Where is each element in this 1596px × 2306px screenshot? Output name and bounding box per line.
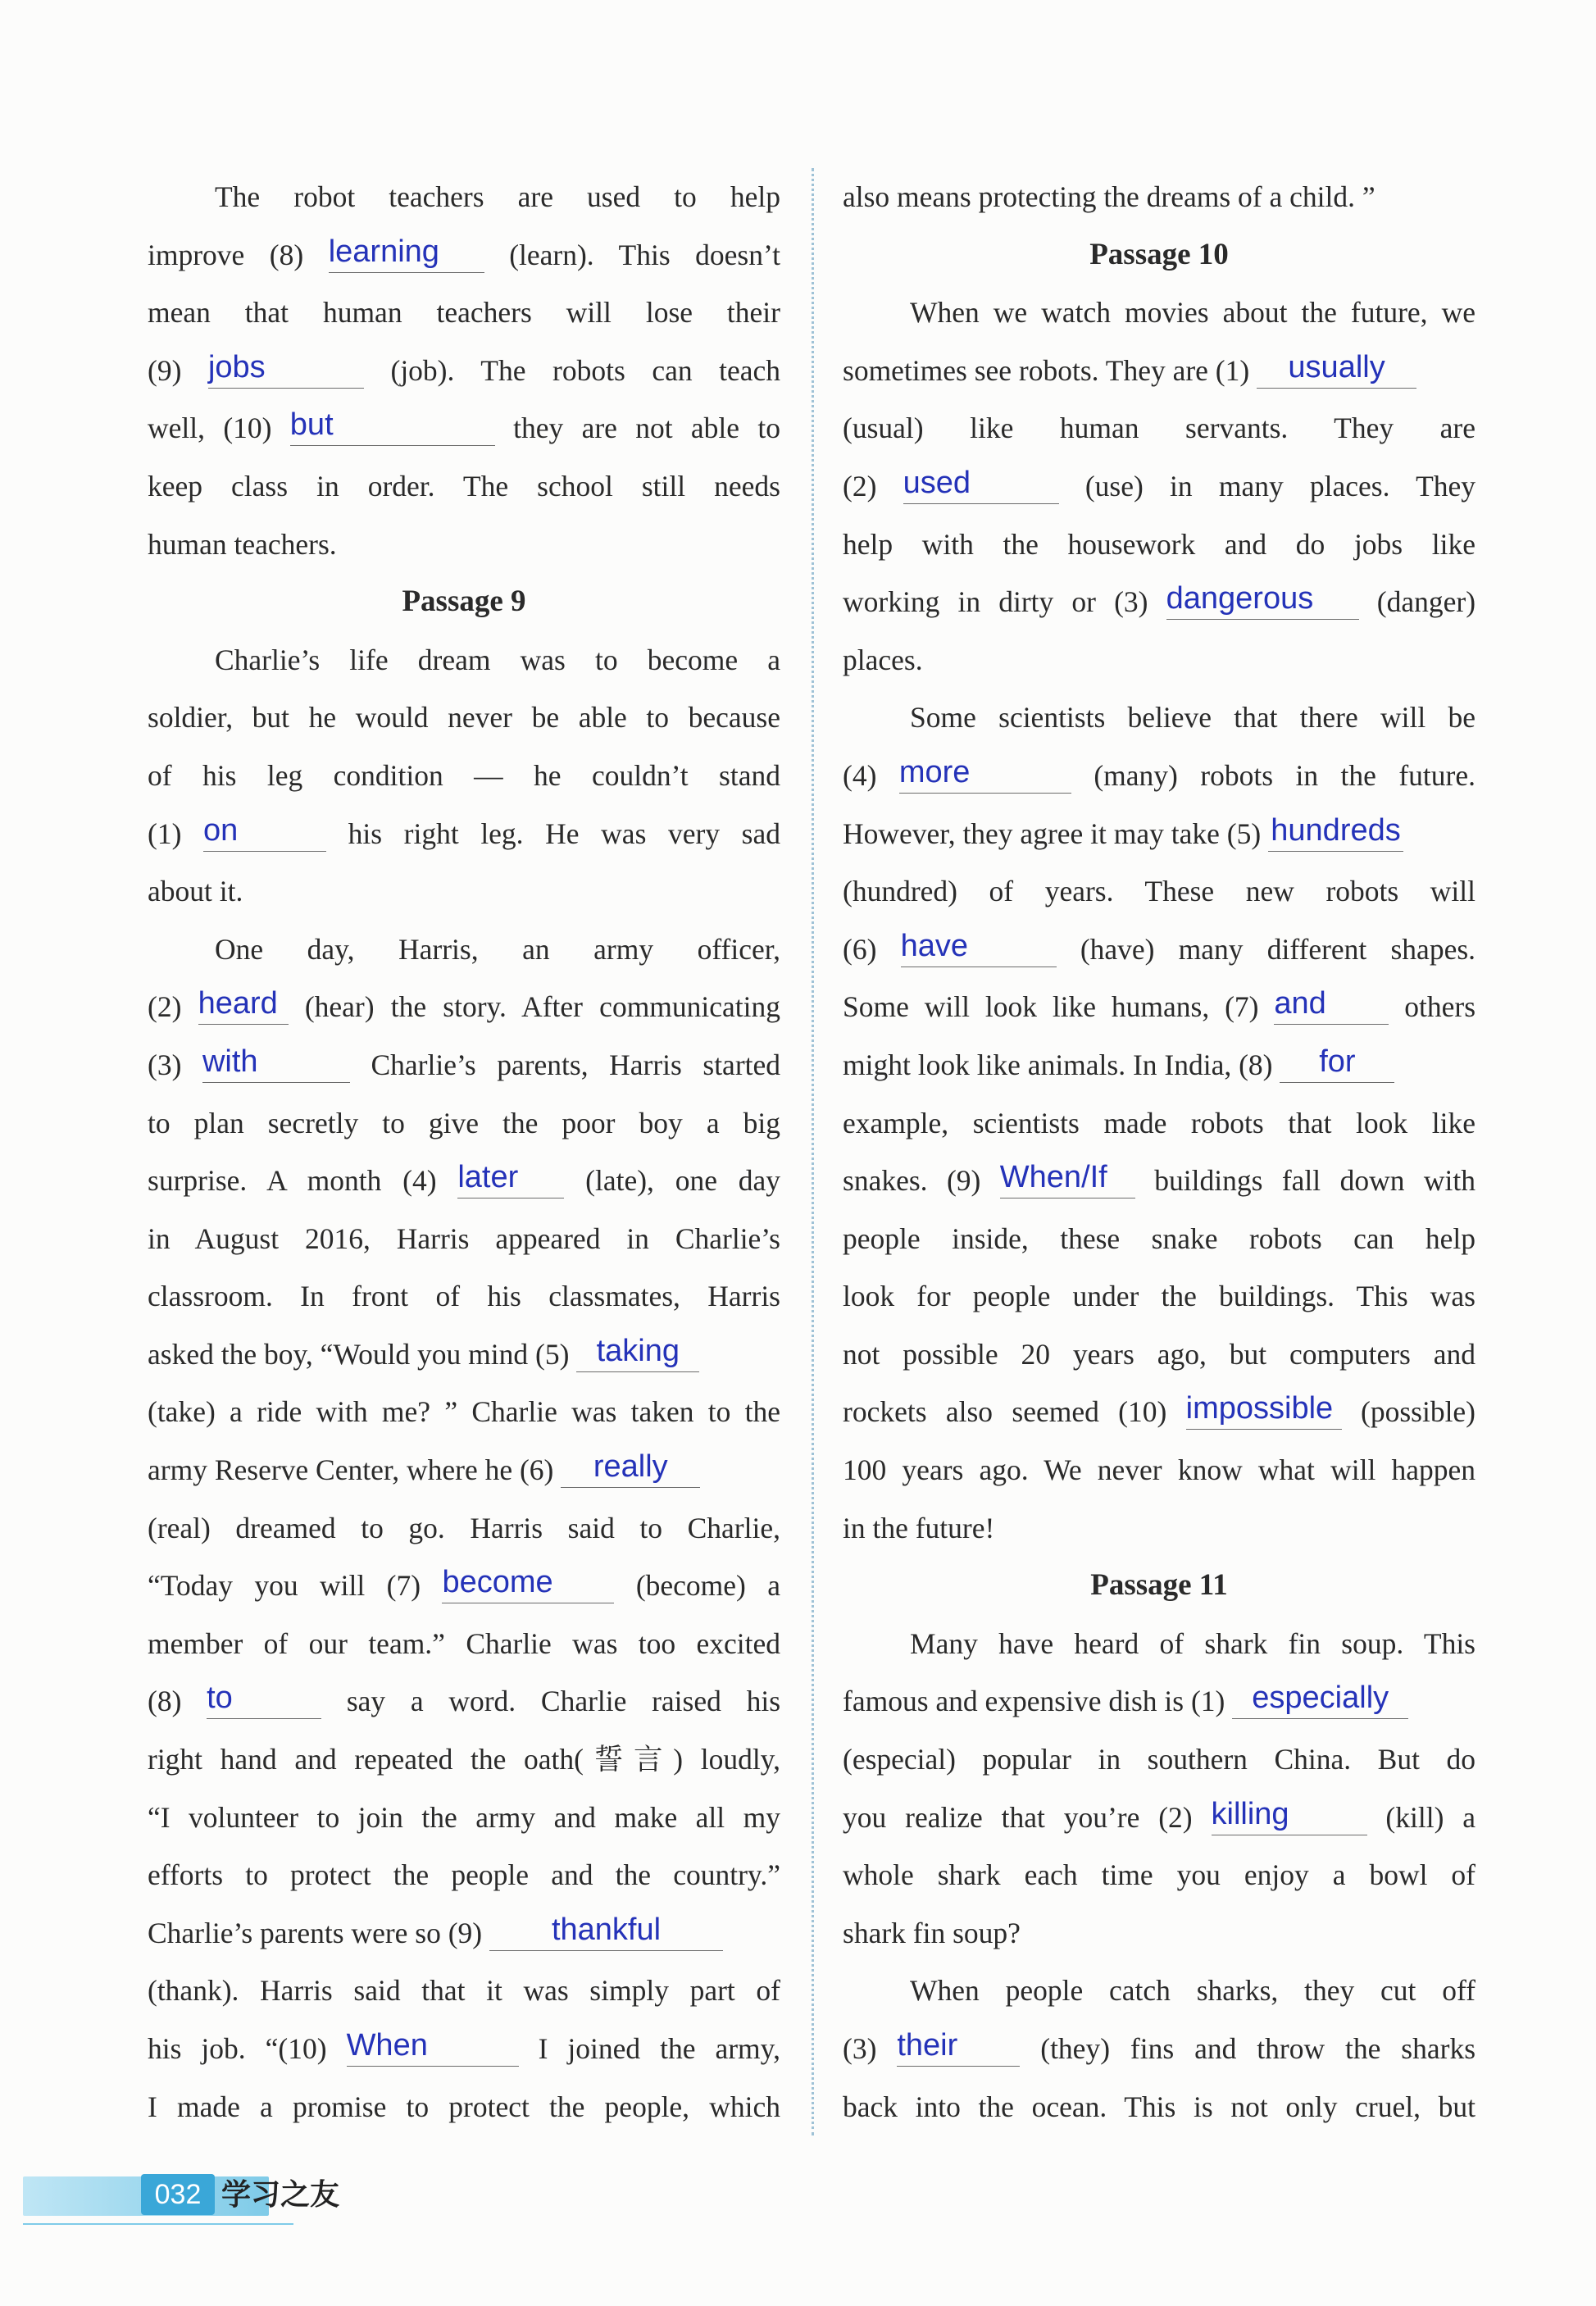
- answer-blank[interactable]: but: [290, 409, 495, 446]
- text-line: efforts to protect the people and the country.”: [148, 1858, 780, 1892]
- text-line: also means protecting the dreams of a child. ”: [843, 180, 1375, 213]
- text-line: keep class in order. The school still needs: [148, 469, 780, 503]
- text-line: (real) dreamed to go. Harris said to Charlie,: [148, 1511, 780, 1544]
- text-line: soldier, but he would never be able to because: [148, 701, 780, 735]
- text-line: (usual) like human servants. They are: [843, 412, 1476, 445]
- answer-blank[interactable]: especially: [1232, 1682, 1408, 1719]
- text-line: asked the boy, “Would you mind (5) taking: [148, 1326, 780, 1384]
- right-column: [843, 168, 1476, 2135]
- text-line: right hand and repeated the oath(誓言) loudly,: [148, 1743, 780, 1776]
- text-line: about it.: [148, 875, 243, 908]
- answer-blank[interactable]: really: [561, 1451, 700, 1488]
- text-line: (2) heard (hear) the story. After communicating: [148, 986, 780, 1024]
- text-line: Many have heard of shark fin soup. This: [910, 1626, 1476, 1660]
- answer-blank[interactable]: usually: [1257, 352, 1416, 389]
- text-line: help with the housework and do jobs like: [843, 527, 1476, 561]
- answer-blank[interactable]: jobs: [208, 352, 364, 389]
- text-line: When people catch sharks, they cut off: [910, 1974, 1476, 2008]
- answer-blank[interactable]: and: [1274, 988, 1389, 1025]
- answer-blank[interactable]: have: [901, 930, 1057, 967]
- answer-blank[interactable]: When/If: [1000, 1162, 1135, 1198]
- answer-blank[interactable]: become: [442, 1567, 614, 1603]
- text-line: Charlie’s parents were so (9) thankful: [148, 1904, 780, 1963]
- text-line: “Today you will (7) become (become) a: [148, 1565, 780, 1603]
- text-line: whole shark each time you enjoy a bowl of: [843, 1858, 1476, 1892]
- text-line: sometimes see robots. They are (1) usually: [843, 342, 1476, 400]
- text-line: to plan secretly to give the poor boy a big: [148, 1106, 780, 1139]
- text-line: people inside, these snake robots can help: [843, 1221, 1476, 1255]
- text-line: 100 years ago. We never know what will happen: [843, 1453, 1476, 1487]
- text-line: classroom. In front of his classmates, Harris: [148, 1280, 780, 1313]
- text-line: places.: [843, 643, 923, 676]
- text-line: The robot teachers are used to help: [215, 180, 780, 213]
- left-column: [148, 168, 780, 2135]
- passage-title: Passage 10: [1089, 237, 1229, 271]
- text-line: member of our team.” Charlie was too excited: [148, 1626, 780, 1660]
- text-line: Some scientists believe that there will be: [910, 701, 1476, 735]
- text-line: working in dirty or (3) dangerous (danger): [843, 581, 1476, 619]
- answer-blank[interactable]: later: [457, 1162, 564, 1198]
- answer-blank[interactable]: learning: [329, 236, 484, 273]
- text-line: (thank). Harris said that it was simply part of: [148, 1974, 780, 2008]
- text-line: (especial) popular in southern China. But do: [843, 1743, 1476, 1776]
- text-line: back into the ocean. This is not only cruel, but: [843, 2090, 1476, 2123]
- text-line: well, (10) but they are not able to: [148, 407, 780, 445]
- text-line: (4) more (many) robots in the future.: [843, 754, 1476, 792]
- text-line: (3) with Charlie’s parents, Harris started: [148, 1044, 780, 1081]
- text-line: in the future!: [843, 1511, 995, 1544]
- text-line: (2) used (use) in many places. They: [843, 465, 1476, 503]
- text-line: look for people under the buildings. This was: [843, 1280, 1476, 1313]
- passage-title: Passage 11: [1090, 1568, 1228, 1603]
- text-line: However, they agree it may take (5) hundreds: [843, 805, 1476, 863]
- text-line: in August 2016, Harris appeared in Charlie’s: [148, 1221, 780, 1255]
- text-line: rockets also seemed (10) impossible (possible): [843, 1391, 1476, 1429]
- answer-blank[interactable]: thankful: [489, 1914, 723, 1951]
- text-line: shark fin soup?: [843, 1916, 1021, 1949]
- text-line: you realize that you’re (2) killing (kill) a: [843, 1796, 1476, 1834]
- text-line: army Reserve Center, where he (6) really: [148, 1441, 780, 1499]
- answer-blank[interactable]: impossible: [1186, 1393, 1342, 1430]
- text-line: (6) have (have) many different shapes.: [843, 928, 1476, 966]
- answer-blank[interactable]: taking: [576, 1335, 699, 1372]
- text-line: might look like animals. In India, (8) for: [843, 1036, 1476, 1094]
- text-line: (hundred) of years. These new robots will: [843, 875, 1476, 908]
- column-divider: [812, 168, 814, 2135]
- text-line: (3) their (they) fins and throw the sharks: [843, 2028, 1476, 2065]
- text-line: I made a promise to protect the people, which: [148, 2090, 780, 2123]
- text-line: his job. “(10) When I joined the army,: [148, 2028, 780, 2065]
- text-line: snakes. (9) When/If buildings fall down with: [843, 1160, 1476, 1198]
- text-line: human teachers.: [148, 527, 337, 561]
- answer-blank[interactable]: more: [899, 757, 1071, 794]
- text-line: surprise. A month (4) later (late), one day: [148, 1160, 780, 1198]
- text-line: Charlie’s life dream was to become a: [215, 643, 780, 676]
- text-line: “I volunteer to join the army and make all my: [148, 1800, 780, 1834]
- answer-blank[interactable]: used: [903, 467, 1059, 504]
- answer-blank[interactable]: heard: [198, 988, 289, 1025]
- text-line: of his leg condition — he couldn’t stand: [148, 758, 780, 792]
- text-line: not possible 20 years ago, but computers and: [843, 1337, 1476, 1371]
- text-line: improve (8) learning (learn). This doesn’t: [148, 234, 780, 271]
- passage-title: Passage 9: [402, 584, 526, 619]
- answer-blank[interactable]: dangerous: [1166, 583, 1359, 620]
- answer-blank[interactable]: on: [203, 815, 326, 852]
- text-line: example, scientists made robots that look like: [843, 1106, 1476, 1139]
- text-line: (8) to say a word. Charlie raised his: [148, 1681, 780, 1718]
- text-line: Some will look like humans, (7) and others: [843, 986, 1476, 1024]
- answer-blank[interactable]: with: [202, 1046, 350, 1083]
- text-line: (9) jobs (job). The robots can teach: [148, 349, 780, 387]
- text-line: (take) a ride with me? ” Charlie was taken to the: [148, 1395, 780, 1429]
- answer-blank[interactable]: killing: [1212, 1799, 1367, 1835]
- answer-blank[interactable]: hundreds: [1268, 815, 1403, 852]
- answer-blank[interactable]: When: [347, 2030, 519, 2067]
- answer-blank[interactable]: for: [1280, 1046, 1394, 1083]
- page-number: 032: [141, 2174, 215, 2215]
- text-line: One day, Harris, an army officer,: [215, 932, 780, 966]
- book-brand: 学习之友: [221, 2178, 340, 2212]
- text-line: (1) on his right leg. He was very sad: [148, 812, 780, 850]
- text-line: mean that human teachers will lose their: [148, 296, 780, 330]
- answer-blank[interactable]: their: [897, 2030, 1020, 2067]
- answer-blank[interactable]: to: [207, 1682, 321, 1719]
- footer-rule: [23, 2223, 293, 2225]
- text-line: famous and expensive dish is (1) especially: [843, 1672, 1476, 1731]
- text-line: When we watch movies about the future, we: [910, 296, 1476, 330]
